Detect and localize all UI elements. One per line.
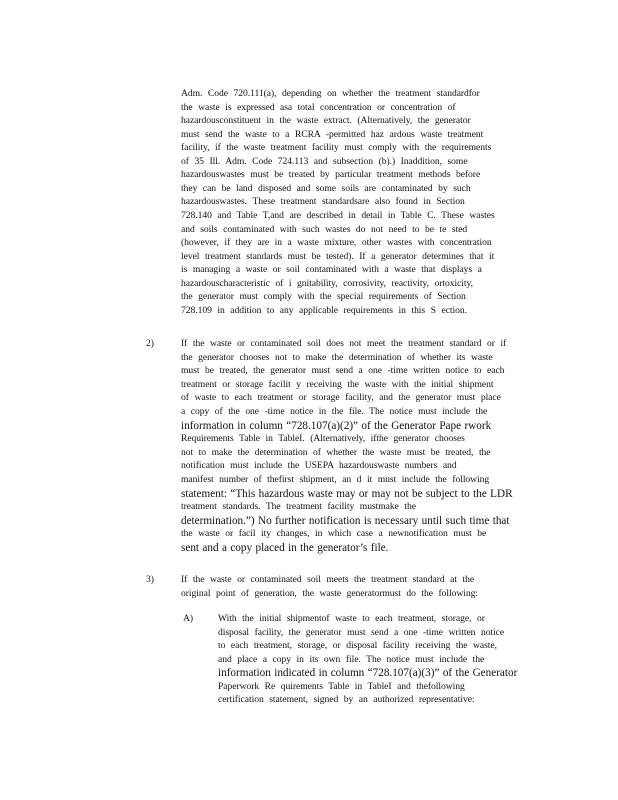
text-line: of waste to each treatment or storage facility, and the generator must place bbox=[181, 392, 501, 404]
text-line: the generator must comply with the special requirements of Section bbox=[181, 291, 466, 303]
text-line: treatment or storage facilit y receiving the waste with the initial shipment bbox=[181, 378, 494, 390]
text-line: If the waste or contaminated soil meets the treatment standard at the bbox=[181, 574, 475, 585]
text-line: hazardouswastes must be treated by particular treatment methods before bbox=[181, 169, 481, 181]
text-line: disposal facility, the generator must send a one -time written notice bbox=[218, 626, 505, 638]
text-line: facility, if the waste treatment facility must comply with the requirements bbox=[181, 142, 492, 154]
text-line: the waste is expressed asa total concentration or concentration of bbox=[181, 101, 456, 113]
text-line: Requirements Table in TableI. (Alternatively, ifthe generator chooses bbox=[181, 433, 465, 445]
item-number-2: 2) bbox=[146, 338, 154, 349]
text-line: notification must include the USEPA hazardouswaste numbers and bbox=[181, 460, 457, 472]
text-line: 728.109 in addition to any applicable requirements in this S ection. bbox=[181, 304, 467, 316]
item-number-3: 3) bbox=[146, 574, 154, 585]
text-line: the generator chooses not to make the determination of whether its waste bbox=[181, 351, 493, 363]
text-line: hazardousconstituent in the waste extract. (Alternatively, the generator bbox=[181, 115, 471, 127]
text-line: statement: “This hazardous waste may or may not be subject to the LDR bbox=[181, 487, 513, 500]
text-line: 728.140 and Table T,and are described in detail in Table C. These wastes bbox=[181, 209, 495, 221]
text-line: the waste or facil ity changes, in which case a newnotification must be bbox=[181, 528, 487, 540]
text-line: must send the waste to a RCRA -permitted haz ardous waste treatment bbox=[181, 128, 484, 140]
item-letter-a: A) bbox=[183, 613, 194, 624]
text-line: If the waste or contaminated soil does not meet the treatment standard or if bbox=[181, 338, 507, 349]
text-line: determination.”) No further notification is necessary until such time that bbox=[181, 514, 510, 527]
text-line: must be treated, the generator must send a one -time written notice to each bbox=[181, 365, 505, 377]
text-line: (however, if they are in a waste mixture, other wastes with concentration bbox=[181, 237, 492, 249]
text-line: not to make the determination of whether the waste must be treated, the bbox=[181, 446, 491, 458]
text-line: treatment standards. The treatment facility mustmake the bbox=[181, 501, 416, 513]
text-line: is managing a waste or soil contaminated with a waste that displays a bbox=[181, 264, 482, 276]
text-line: With the initial shipmentof waste to each treatment, storage, or bbox=[218, 613, 485, 624]
text-line: manifest number of thefirst shipment, an d it must include the following bbox=[181, 474, 490, 485]
text-line: information indicated in column “728.107(a)(3)” of the Generator bbox=[218, 667, 518, 679]
text-line: information in column “728.107(a)(2)” of the Generator Pape rwork bbox=[181, 419, 492, 432]
text-line: and soils contaminated with such wastes do not need to be te sted bbox=[181, 223, 468, 235]
text-line: level treatment standards must be tested). If a generator determines that it bbox=[181, 250, 495, 262]
text-line: to each treatment, storage, or disposal facility receiving the waste, bbox=[218, 640, 497, 651]
text-line: sent and a copy placed in the generator’s file. bbox=[181, 542, 389, 554]
text-line: of 35 Ill. Adm. Code 724.113 and subsection (b).) Inaddition, some bbox=[181, 155, 468, 167]
text-line: they can be land disposed and some soils are contaminated by such bbox=[181, 182, 471, 194]
text-line: Adm. Code 720.111(a), depending on whether the treatment standardfor bbox=[181, 88, 480, 99]
text-line: original point of generation, the waste generatormust do the following: bbox=[181, 587, 479, 599]
text-line: Paperwork Re quirements Table in TableI and thefollowing bbox=[218, 680, 465, 692]
text-line: hazardouscharacteristic of i gnitability, corrosivity, reactivity, ortoxicity, bbox=[181, 277, 474, 289]
text-line: hazardouswastes. These treatment standardsare also found in Section bbox=[181, 196, 465, 208]
text-line: certification statement, signed by an authorized representative: bbox=[218, 694, 475, 705]
text-line: a copy of the one -time notice in the file. The notice must include the bbox=[181, 406, 488, 417]
text-line: and place a copy in its own file. The notice must include the bbox=[218, 653, 485, 665]
